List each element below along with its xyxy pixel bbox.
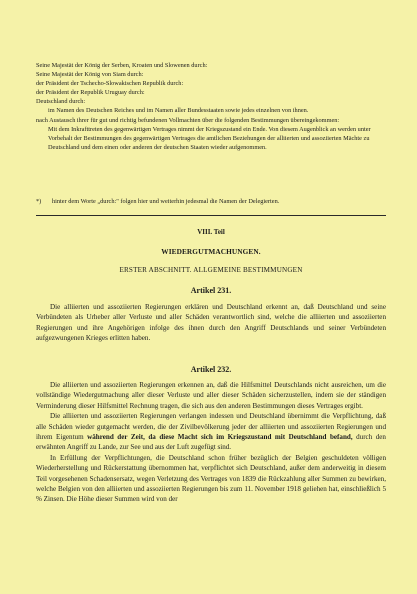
article-232-paragraph-2 [36, 411, 386, 453]
treaty-preamble [36, 61, 388, 152]
article-231-body [36, 302, 386, 344]
footnote-text: hinter dem Worte „durch:" folgen hier und weiterhin jedesmal die Namen der Delegierten. [52, 198, 280, 205]
footnote-marker: *) [36, 198, 42, 205]
footnote [36, 197, 388, 206]
delegate-line: der Präsident der Republik Uruguay durch: [36, 89, 145, 97]
article-231-paragraph: Die alliierten und assoziierten Regierungen erklären und Deutschland erkennt an, daß Deutschland und seine Verbündeten als Urheber aller Verluste und aller Schäden verantwortlich sind, welche die alliierten und assoziierten Regierungen und ihre Angehörigen infolge des ihnen durch den Angriff Deutschlands und seiner Verbündeten aufgezwungenen Krieges erlitten haben. [36, 303, 386, 343]
delegate-line: der Präsident der Tschecho-Slowakischen Republik durch: [36, 80, 184, 88]
preamble-end-of-war: Mit dem Inkrafttreten des gegenwärtigen Vertrages nimmt der Kriegszustand ein Ende. Von diesem Augenblick an werden unter Vorbehalt der Bestimmungen des gegenwärtigen Vertrages die amtlichen Beziehungen der alliierten und assoziierten Mächte zu Deutschland und dem einen oder anderen der deutschen Staaten wieder aufgenommen. [48, 125, 371, 151]
delegate-line: Seine Majestät der König der Serben, Kroaten und Slowenen durch: [36, 62, 208, 69]
part-heading: VIII. Teil [197, 228, 225, 236]
preamble-agreement: nach Austausch ihrer für gut und richtig befundenen Vollmachten über die folgenden Bestimmungen übereingekommen: [36, 116, 340, 124]
paragraph-text: Die alliierten und assoziierten Regierungen verlangen indessen und Deutschland übernimmt die Verpflichtung, daß alle Schäden wieder gutgemacht werden, die der Zivilbevölkerung jeder der alliierten und assoziierten Regierungen und ihrem Eigentum [36, 412, 386, 442]
delegate-line: Seine Majestät der König von Siam durch: [36, 71, 144, 79]
article-232-paragraph-1: Die alliierten und assoziierten Regierungen erkennen an, daß die Hilfsmittel Deutschlands nicht ausreichen, um die vollständige Wiedergutmachung aller dieser Verluste und aller dieser Schäden sicherzustellen, indem sie der ständigen Verminderung dieser Hilfsmittel Rechnung tragen, die sich aus den anderen Bestimmungen dieses Vertrages ergibt. [36, 381, 386, 410]
emphasized-text: während der Zeit, da diese Macht sich im Kriegszustand mit Deutschland befand, [87, 433, 353, 442]
article-232-heading: Artikel 232. [190, 365, 232, 374]
divider-rule [36, 215, 386, 216]
preamble-indented: im Namen des Deutschen Reiches und im Namen aller Bundesstaaten sowie jedes einzelnen von ihnen. [48, 107, 309, 115]
paragraph-text: durch den erwähnten Angriff zu Lande, zur See und aus der Luft zugefügt sind. [36, 433, 386, 452]
article-231-heading: Artikel 231. [190, 286, 232, 295]
delegate-line: Deutschland durch: [36, 98, 86, 106]
section-heading: ERSTER ABSCHNITT. ALLGEMEINE BESTIMMUNGEN [119, 266, 303, 274]
article-232-body [36, 380, 386, 505]
article-232-paragraph-3: In Erfüllung der Verpflichtungen, die Deutschland schon früher bezüglich der Belgien geschuldeten völligen Wiederherstellung und Rückerstattung übernommen hat, verpflichtet sich Deutschland, außer dem anderweitig in diesem Teil vorgesehenen Schadensersatz, wegen Verletzung des Vertrages von 1839 die Rückzahlung aller Summen zu bewirken, welche Belgien von den alliierten und assoziierten Regierungen bis zum 11. November 1918 geliehen hat, einschließlich 5 % Zinsen. Die Höhe dieser Summen wird von der [36, 453, 386, 504]
part-title: WIEDERGUTMACHUNGEN. [161, 247, 261, 256]
